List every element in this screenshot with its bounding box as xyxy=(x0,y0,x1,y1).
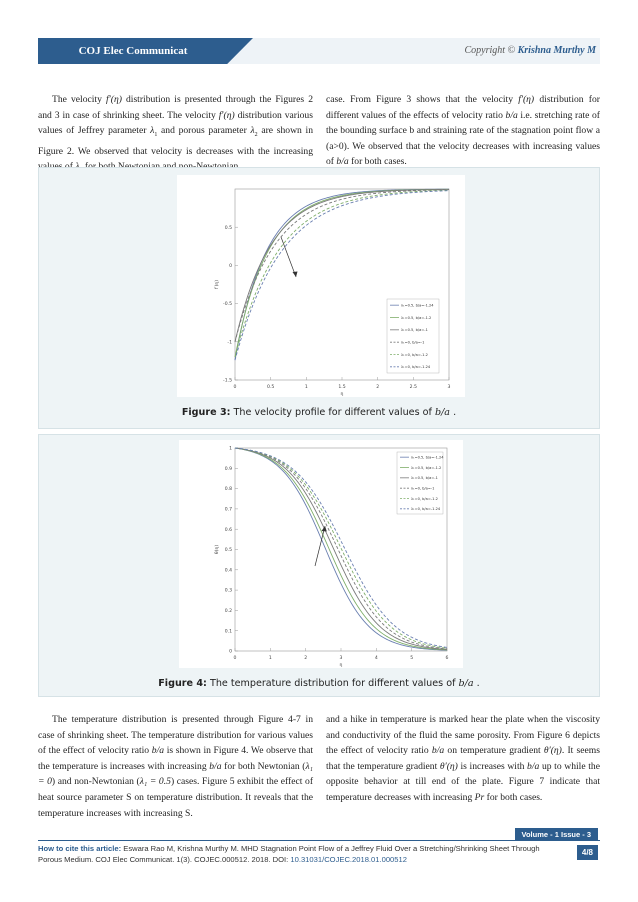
x-tick-label: 6 xyxy=(445,656,449,661)
bottom-left-column xyxy=(38,712,313,821)
legend-box xyxy=(387,299,439,373)
x-tick-label: 2 xyxy=(304,656,308,661)
legend-label: λ₁=0.5, b/a=-1 xyxy=(411,476,438,481)
paragraph: and a hike in temperature is marked hear the plate when the viscosity and conductivity of the fluid the same porosity. From Figure 6 depicts the effect of velocity ratio b/a on temperature gradient θ′(η). It seems that the temperature gradient θ′(η) is increases with b/a up to while the opposite behavior at till end of the plate. Figure 7 indicate that temperature decreases with increasing Pr for both cases. xyxy=(326,714,600,803)
bottom-right-column xyxy=(326,712,600,806)
legend-label: λ₁=0, b/a=-1 xyxy=(401,340,425,345)
trend-arrow-head xyxy=(293,272,298,278)
legend-label: λ₁=0.5, b/a=-1.2 xyxy=(401,315,432,320)
y-tick-label: 0.8 xyxy=(224,487,232,493)
legend-label: λ₁=0.5, b/a=-1 xyxy=(401,328,428,333)
x-tick-label: 2.5 xyxy=(409,385,417,390)
x-tick-label: 1 xyxy=(268,656,272,661)
y-tick-label: 0.1 xyxy=(224,629,232,635)
legend-label: λ₁=0, b/a=-1.2 xyxy=(401,352,428,357)
x-tick-label: 0.5 xyxy=(267,385,275,390)
y-tick-label: 0.9 xyxy=(224,466,232,472)
trend-arrow xyxy=(281,237,296,277)
x-tick-label: 4 xyxy=(374,656,378,661)
legend-label: λ₁=0, b/a=-1.2 xyxy=(411,496,438,501)
y-axis-label: f′(η) xyxy=(215,279,220,290)
y-tick-label: 1 xyxy=(229,446,232,452)
doi-link[interactable]: 10.31031/COJEC.2018.01.000512 xyxy=(290,855,407,864)
volume-badge: Volume - 1 Issue - 3 xyxy=(515,828,598,841)
y-tick-label: 0.7 xyxy=(224,507,232,513)
x-axis-label: η xyxy=(340,392,344,397)
figure-4-caption: Figure 4: The temperature distribution for different values of b/a . xyxy=(158,678,480,689)
figure-4-plot xyxy=(179,440,463,668)
figure-3-plot xyxy=(177,175,465,397)
x-tick-label: 2 xyxy=(376,385,380,390)
x-tick-label: 3 xyxy=(339,656,343,661)
figure-3-caption: Figure 3: The velocity profile for different values of b/a . xyxy=(181,407,457,418)
y-tick-label: -0.5 xyxy=(223,302,232,308)
legend-label: λ₁=0.5, b/a=-1.24 xyxy=(401,303,434,308)
journal-title: COJ Elec Communicat xyxy=(78,45,188,57)
y-tick-label: 0.5 xyxy=(224,548,232,554)
copyright-author: Krishna Murthy M xyxy=(517,45,596,56)
y-tick-label: 0.3 xyxy=(224,588,232,594)
y-tick-label: 0.5 xyxy=(224,225,232,231)
y-tick-label: 0 xyxy=(229,649,232,655)
page-number: 4/8 xyxy=(577,845,598,860)
x-axis-label: η xyxy=(339,663,343,668)
y-tick-label: -1 xyxy=(227,340,232,346)
y-tick-label: 0.2 xyxy=(224,609,232,614)
copyright: Copyright © Krishna Murthy M xyxy=(464,45,596,56)
paragraph: The temperature distribution is presented through Figure 4-7 in case of shrinking sheet. The temperature distribution for various values of the effect of velocity ratio b/a is shown in Figure 4. We observe that the temperature is increases with increasing b/a for both Newtonian (λ₁ = 0) and non-Newtonian (λ₁ = 0.5) cases. Figure 5 exhibit the effect of heat source parameter S on temperature distribution. It reveals that the temperature increases with increasing S. xyxy=(38,714,314,819)
footer-rule xyxy=(38,840,600,841)
figure-3 xyxy=(38,167,600,429)
figure-4-chart xyxy=(179,440,463,668)
trend-arrow xyxy=(315,526,325,566)
trend-arrow-head xyxy=(322,526,327,532)
y-tick-label: 0.6 xyxy=(224,527,232,533)
paragraph: The velocity f′(η) distribution is presented through the Figures 2 and 3 in case of shrinking sheet. The velocity f′(η) distribution various values of Jeffrey parameter $\lambda_1$ and porous parameter $\lambda_2$ are shown in Figure 2. We observed that velocity is decreases with the increasing xyxy=(38,94,313,157)
x-tick-label: 1 xyxy=(304,385,308,390)
x-tick-label: 5 xyxy=(410,656,414,661)
y-tick-label: 0.4 xyxy=(224,568,232,574)
legend-label: λ₁=0.5, b/a=-1.24 xyxy=(411,455,444,460)
paragraph: case. From Figure 3 shows that the velocity f′(η) distribution for different values of the effects of velocity ratio b/a i.e. stretching rate of the bounding surface b and straining rate of the stagnation point flow a (a>0). We observed that the velocity decreases with increasing values of b/a for both cases. xyxy=(326,94,600,168)
x-tick-label: 3 xyxy=(447,385,451,390)
x-tick-label: 0 xyxy=(233,656,237,661)
legend-label: λ₁=0, b/a=-1 xyxy=(411,486,435,491)
figure-3-chart xyxy=(177,175,465,397)
citation: How to cite this article: Eswara Rao M, Krishna Murthy M. MHD Stagnation Point Flow of a Jeffrey Fluid Over a Stretching/Shrinking Sheet Through Porous Medium. COJ Elec Communicat. 1(3). COJEC.000512. 2018. DOI: 10.31031/COJEC.2018.01.000512 xyxy=(38,844,540,864)
legend-label: λ₁=0.5, b/a=-1.2 xyxy=(411,465,442,470)
y-axis-label: θ(η) xyxy=(215,544,220,555)
x-tick-label: 0 xyxy=(233,385,237,390)
y-tick-label: -1.5 xyxy=(223,378,232,384)
figure-4 xyxy=(38,434,600,697)
y-tick-label: 0 xyxy=(229,264,232,269)
legend-label: λ₁=0, b/a=-1.24 xyxy=(411,507,441,512)
x-tick-label: 1.5 xyxy=(338,385,346,390)
top-right-column xyxy=(326,92,600,170)
legend-box xyxy=(397,452,443,514)
legend-label: λ₁=0, b/a=-1.24 xyxy=(401,365,431,370)
